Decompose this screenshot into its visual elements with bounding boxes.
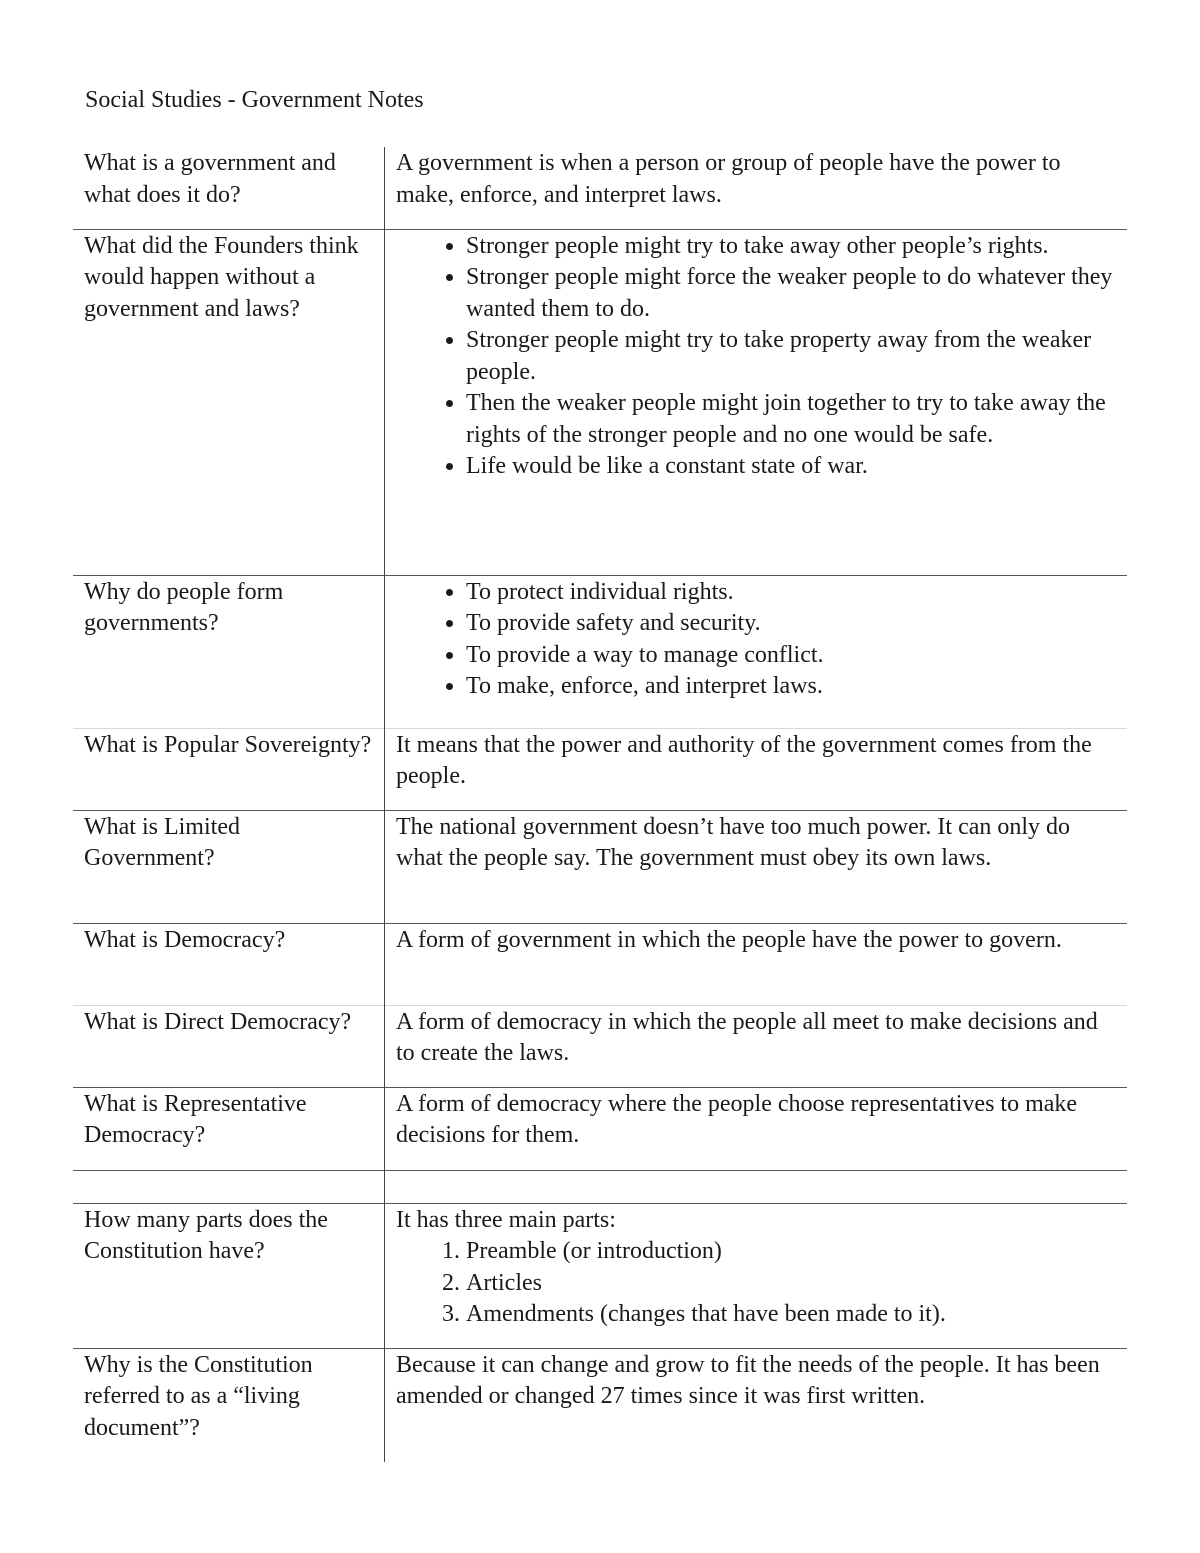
list-item: • To provide a way to manage conflict. xyxy=(466,640,1116,672)
table-row xyxy=(73,575,1127,728)
table-row xyxy=(73,810,1127,923)
table-row xyxy=(73,1170,1127,1203)
question-cell: What is Representative Democracy? xyxy=(73,1087,385,1170)
question-cell: Why do people form governments? xyxy=(73,575,385,728)
table-row xyxy=(73,728,1127,810)
table-row xyxy=(73,1005,1127,1087)
question-cell: What is Direct Democracy? xyxy=(73,1005,385,1087)
answer-text: It means that the power and authority of the government comes from the people. xyxy=(396,731,1092,789)
list-item: • To provide safety and security. xyxy=(466,608,1116,640)
table-row xyxy=(73,1348,1127,1462)
list-item: • To make, enforce, and interpret laws. xyxy=(466,671,1116,703)
answer-text: A government is when a person or group of people have the power to make, enforce, and interpret laws. xyxy=(396,150,1061,208)
answer-cell xyxy=(385,575,1128,728)
question-cell: How many parts does the Constitution have? xyxy=(73,1203,385,1348)
answer-text: Because it can change and grow to fit the needs of the people. It has been amended or changed 27 times since it was first written. xyxy=(396,1351,1100,1409)
answer-text: A form of government in which the people have the power to govern. xyxy=(396,926,1062,953)
list-item: • Life would be like a constant state of war. xyxy=(466,451,1116,483)
answer-cell xyxy=(385,810,1128,923)
table-row xyxy=(73,147,1127,229)
bullet-list xyxy=(396,231,1116,483)
answer-cell xyxy=(385,1170,1128,1203)
list-item: 2. Articles xyxy=(466,1268,1116,1300)
question-cell: What is a government and what does it do? xyxy=(73,147,385,229)
question-cell: What is Democracy? xyxy=(73,923,385,1005)
question-cell: Why is the Constitution referred to as a “living document”? xyxy=(73,1348,385,1462)
notes-table xyxy=(73,147,1127,1462)
list-item: • Stronger people might try to take away other people’s rights. xyxy=(466,231,1116,263)
answer-cell xyxy=(385,147,1128,229)
table-row xyxy=(73,1203,1127,1348)
answer-cell xyxy=(385,1348,1128,1462)
bullet-list xyxy=(396,577,1116,703)
numbered-list xyxy=(396,1236,1116,1331)
list-item: • Stronger people might force the weaker people to do whatever they wanted them to do. xyxy=(466,262,1116,325)
list-item: • Stronger people might try to take property away from the weaker people. xyxy=(466,325,1116,388)
answer-cell xyxy=(385,728,1128,810)
answer-cell xyxy=(385,923,1128,1005)
answer-text: It has three main parts: xyxy=(396,1206,616,1233)
question-cell: What did the Founders think would happen without a government and laws? xyxy=(73,229,385,575)
question-cell xyxy=(73,1170,385,1203)
answer-cell xyxy=(385,229,1128,575)
answer-cell xyxy=(385,1203,1128,1348)
question-cell: What is Limited Government? xyxy=(73,810,385,923)
list-item: 3. Amendments (changes that have been made to it). xyxy=(466,1299,1116,1331)
table-row xyxy=(73,229,1127,575)
table-row xyxy=(73,923,1127,1005)
list-item: 1. Preamble (or introduction) xyxy=(466,1236,1116,1268)
answer-text: The national government doesn’t have too much power. It can only do what the people say. The government must obey its own laws. xyxy=(396,813,1071,871)
list-item: • To protect individual rights. xyxy=(466,577,1116,609)
answer-text: A form of democracy in which the people all meet to make decisions and to create the laws. xyxy=(396,1008,1098,1066)
table-row xyxy=(73,1087,1127,1170)
question-cell: What is Popular Sovereignty? xyxy=(73,728,385,810)
list-item: • Then the weaker people might join together to try to take away the rights of the stronger people and no one would be safe. xyxy=(466,388,1116,451)
answer-cell xyxy=(385,1087,1128,1170)
answer-text: A form of democracy where the people choose representatives to make decisions for them. xyxy=(396,1090,1078,1148)
page-title: Social Studies - Government Notes xyxy=(85,87,424,113)
answer-cell xyxy=(385,1005,1128,1087)
